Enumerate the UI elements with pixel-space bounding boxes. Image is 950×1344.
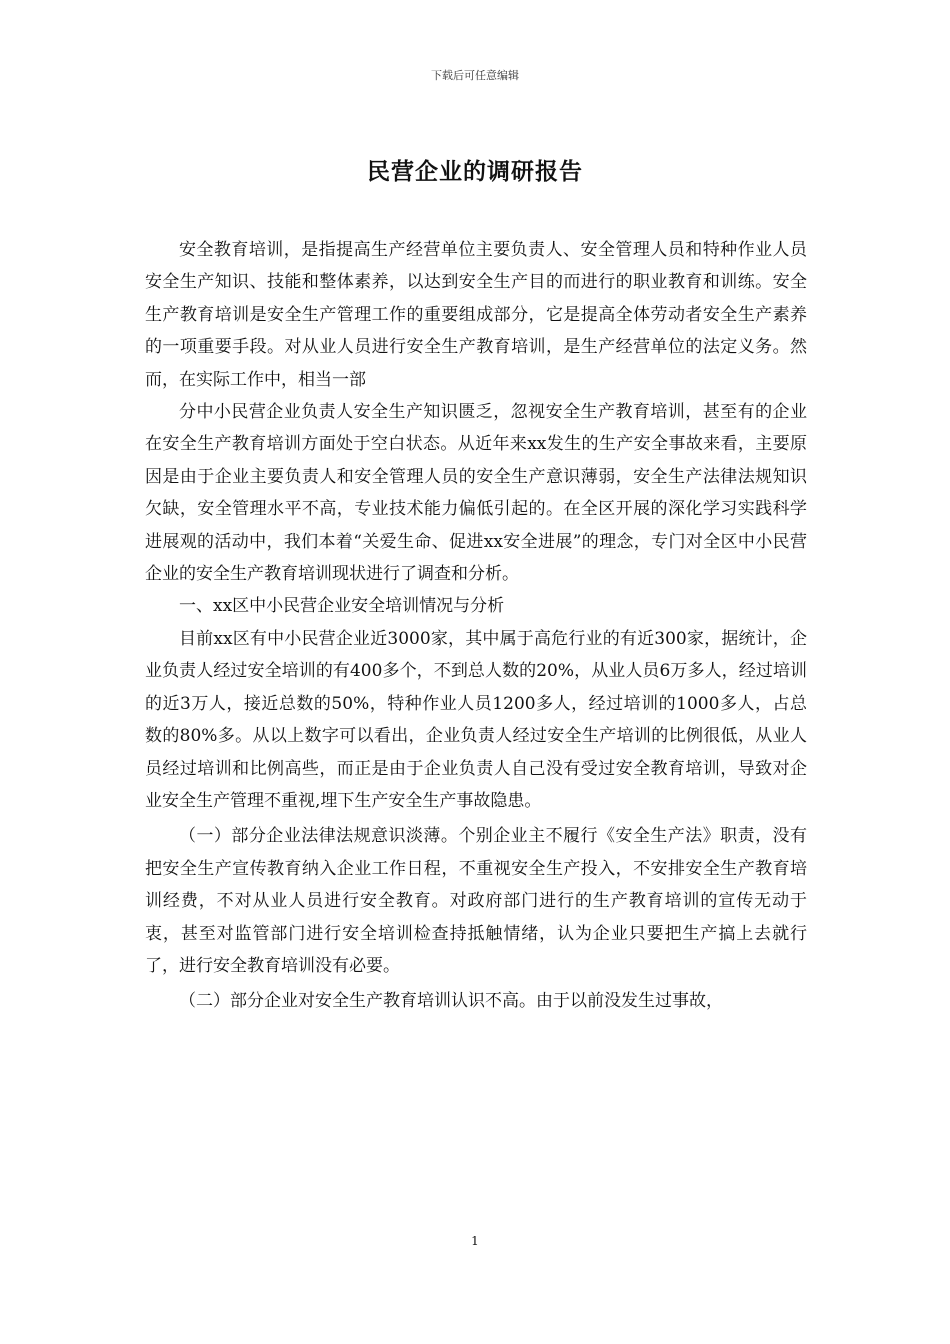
paragraph-intro: 安全教育培训，是指提高生产经营单位主要负责人、安全管理人员和特种作业人员安全生产知识、技能和整体素养，以达到安全生产目的而进行的职业教育和训练。安全生产教育培训是安全生产管理工作的重要组成部分，它是提高全体劳动者安全生产素养的一项重要手段。对从业人员进行安全生产教育培训，是生产经营单位的法定义务。然而，在实际工作中，相当一部: [145, 240, 807, 390]
page-number: 1: [471, 1234, 479, 1248]
paragraph-point-1: （一）部分企业法律法规意识淡薄。个别企业主不履行《安全生产法》职责，没有把安全生产宣传教育纳入企业工作日程，不重视安全生产投入，不安排安全生产教育培训经费，不对从业人员进行安全教育。对政府部门进行的生产教育培训的宣传无动于衷，甚至对监管部门进行安全培训检查持抵触情绪，认为企业只要把生产搞上去就行了，进行安全教育培训没有必要。: [145, 826, 807, 976]
section-heading-1: 一、xx区中小民营企业安全培训情况与分析: [179, 596, 505, 617]
paragraph-statistics: 目前xx区有中小民营企业近3000家，其中属于高危行业的有近300家，据统计，企业负责人经过安全培训的有400多个，不到总人数的20%，从业人员6万多人，经过培训的近3万人，接近总数的50%，特种作业人员1200多人，经过培训的1000多人，占总数的80%多。从以上数字可以看出，企业负责人经过安全生产培训的比例很低，从业人员经过培训和比例高些，而正是由于企业负责人自己没有受过安全教育培训，导致对企业安全生产管理不重视,埋下生产安全生产事故隐患。: [145, 628, 807, 811]
paragraph-point-2: （二）部分企业对安全生产教育培训认识不高。由于以前没发生过事故，: [179, 991, 723, 1012]
document-body: [145, 234, 807, 1018]
document-title: 民营企业的调研报告: [367, 158, 583, 185]
header-note: 下载后可任意编辑: [431, 69, 519, 82]
paragraph-background: 分中小民营企业负责人安全生产知识匮乏，忽视安全生产教育培训，甚至有的企业在安全生产教育培训方面处于空白状态。从近年来xx发生的生产安全事故来看，主要原因是由于企业主要负责人和安全管理人员的安全生产意识薄弱，安全生产法律法规知识欠缺，安全管理水平不高，专业技术能力偏低引起的。在全区开展的深化学习实践科学进展观的活动中，我们本着“关爱生命、促进xx安全进展”的理念，专门对全区中小民营企业的安全生产教育培训现状进行了调查和分析。: [145, 402, 807, 585]
